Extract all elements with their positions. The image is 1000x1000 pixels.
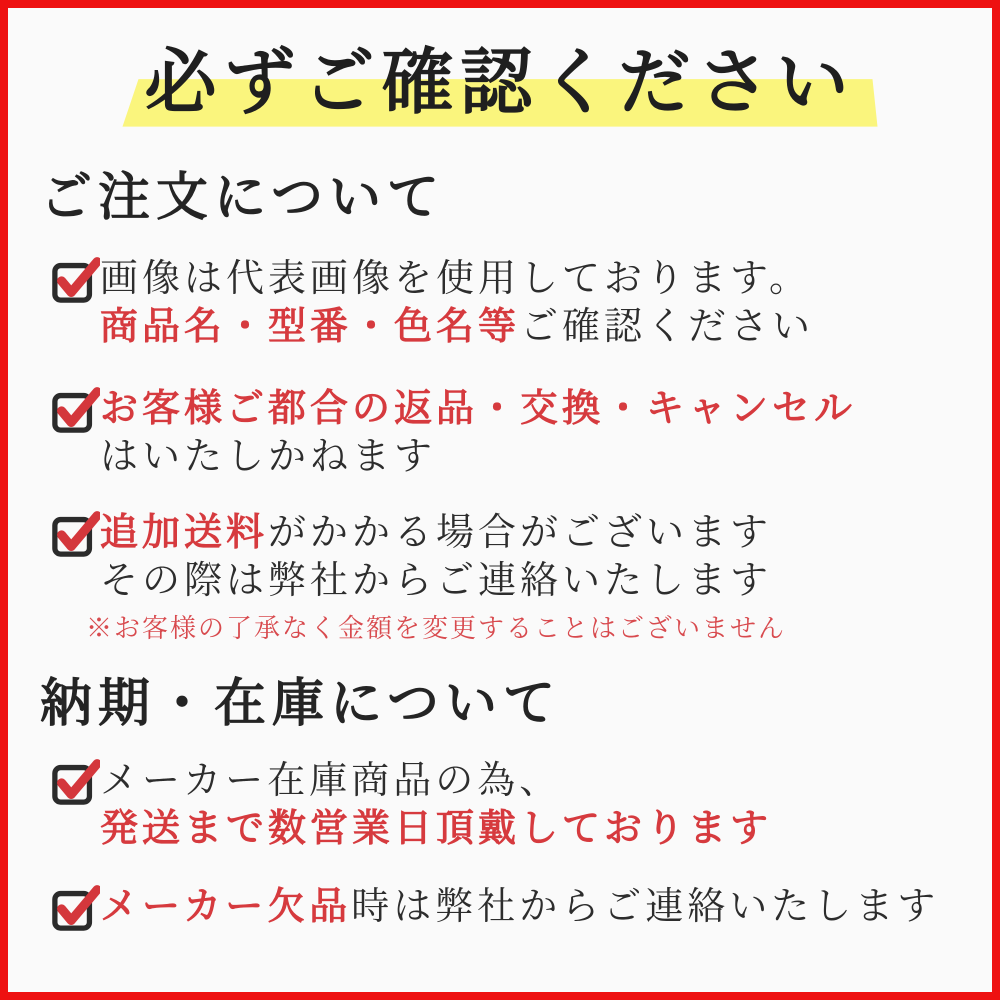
item-text (100, 254, 814, 350)
item-text-segment-emphasis: 発送まで数営業日頂戴しております (100, 804, 773, 850)
item-text-segment-emphasis: 追加送料 (100, 508, 269, 554)
checklist-item-extra-shipping (52, 508, 972, 644)
item-text-segment-emphasis: お客様ご都合の返品・交換・キャンセル (100, 384, 857, 430)
item-text (100, 384, 856, 480)
checkbox-check-icon (52, 882, 100, 932)
checkbox-check-icon (52, 508, 100, 558)
page-title: 必ずご確認ください (144, 39, 856, 124)
title-wrap (138, 39, 861, 124)
item-text-segment: 画像は代表画像を使用しております。 (100, 255, 811, 300)
checklist-item-maker-shortage (52, 882, 972, 932)
item-text-segment: メーカー在庫商品の為、 (100, 757, 562, 802)
title-row (8, 39, 992, 124)
checklist-item-representative-image (52, 254, 972, 350)
item-text (86, 508, 787, 644)
item-text-segment: ご確認ください (520, 303, 815, 348)
item-text-segment: はいたしかねます (100, 433, 437, 478)
item-text (100, 756, 772, 852)
checkbox-check-icon (52, 384, 100, 434)
checklist-item-maker-stock (52, 756, 972, 852)
item-text (100, 882, 939, 930)
checklist-item-no-returns (52, 384, 972, 480)
item-text-segment: その際は弊社からご連絡いたします (100, 557, 773, 602)
checkbox-check-icon (52, 254, 100, 304)
item-text-segment: 時は弊社からご連絡いたします (351, 883, 940, 928)
section-heading-order: ご注文について (40, 167, 445, 228)
section-heading-stock: 納期・在庫について (40, 672, 561, 734)
item-text-segment-emphasis: 商品名・型番・色名等 (100, 302, 521, 348)
checkbox-check-icon (52, 756, 100, 806)
item-text-segment: がかかる場合がございます (268, 509, 773, 554)
item-text-segment-emphasis: メーカー欠品 (100, 882, 352, 928)
item-note: ※お客様の了承なく金額を変更することはございません (86, 613, 787, 644)
